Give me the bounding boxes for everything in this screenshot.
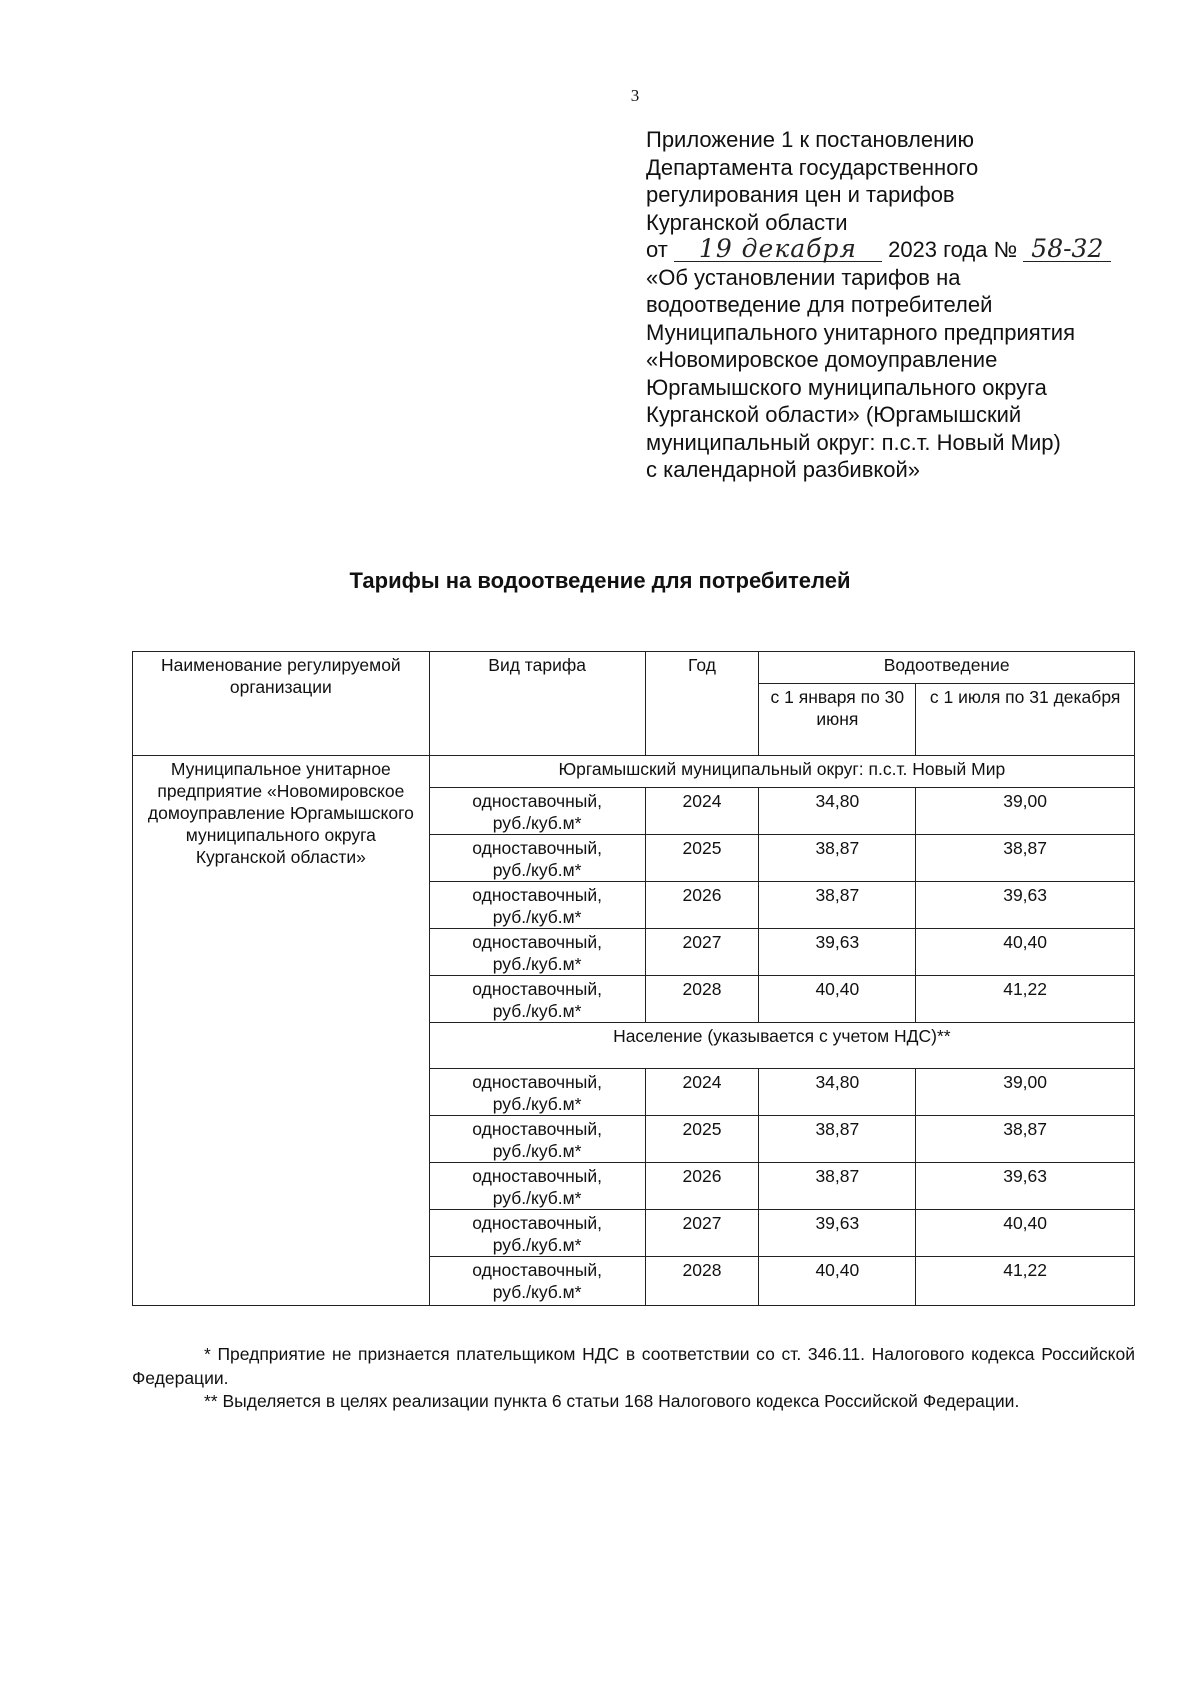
section-heading: Юргамышский муниципальный округ: п.с.т. Новый Мир xyxy=(429,756,1134,788)
header-year: Год xyxy=(645,652,759,756)
annex-title-line: Юргамышского муниципального округа xyxy=(646,374,1047,400)
year-cell: 2028 xyxy=(645,976,759,1023)
period-1-value: 40,40 xyxy=(759,1257,916,1306)
section-heading: Население (указывается с учетом НДС)** xyxy=(429,1023,1134,1069)
period-1-value: 39,63 xyxy=(759,1210,916,1257)
annex-title-line: Курганской области» (Юргамышский xyxy=(646,402,1022,427)
period-1-value: 40,40 xyxy=(759,976,916,1023)
header-period-2: с 1 июля по 31 декабря xyxy=(916,684,1135,756)
annex-line: Курганской области xyxy=(646,209,848,235)
period-1-value: 38,87 xyxy=(759,1163,916,1210)
period-1-value: 38,87 xyxy=(759,835,916,882)
section-heading-row xyxy=(133,756,1135,788)
period-2-value: 38,87 xyxy=(916,835,1135,882)
annex-title-line: Муниципального унитарного предприятия xyxy=(646,319,1075,345)
annex-date-line xyxy=(646,236,1166,264)
year-cell: 2027 xyxy=(645,929,759,976)
tariff-type-cell: одноставочный, руб./куб.м* xyxy=(429,835,645,882)
page-number: 3 xyxy=(630,86,640,105)
year-cell: 2026 xyxy=(645,882,759,929)
footnote-2: ** Выделяется в целях реализации пункта 6 статьи 168 Налогового кодекса Российской Федерации. xyxy=(204,1391,1020,1411)
annex-title-line: «Об установлении тарифов на xyxy=(646,264,961,290)
year-cell: 2028 xyxy=(645,1257,759,1306)
date-year: 2023 года № xyxy=(888,237,1018,262)
tariffs-table xyxy=(132,651,1135,1306)
tariff-type-cell: одноставочный, руб./куб.м* xyxy=(429,976,645,1023)
annex-title-line: водоотведение для потребителей xyxy=(646,292,993,317)
footnote-1: * Предприятие не признается плательщиком НДС в соответствии со ст. 346.11. Налогового кодекса Российской Федерации. xyxy=(132,1344,1135,1388)
annex-line: регулирования цен и тарифов xyxy=(646,182,955,207)
period-1-value: 34,80 xyxy=(759,1069,916,1116)
year-cell: 2024 xyxy=(645,1069,759,1116)
period-1-value: 38,87 xyxy=(759,882,916,929)
organization-name: Муниципальное унитарное предприятие «Новомировское домоуправление Юргамышского муниципального округа Курганской области» xyxy=(133,756,430,1306)
period-2-value: 38,87 xyxy=(916,1116,1135,1163)
tariff-type-cell: одноставочный, руб./куб.м* xyxy=(429,788,645,835)
document-title: Тарифы на водоотведение для потребителей xyxy=(349,568,851,593)
tariff-type-cell: одноставочный, руб./куб.м* xyxy=(429,1257,645,1306)
period-1-value: 34,80 xyxy=(759,788,916,835)
tariff-type-cell: одноставочный, руб./куб.м* xyxy=(429,1210,645,1257)
year-cell: 2025 xyxy=(645,835,759,882)
tariff-type-cell: одноставочный, руб./куб.м* xyxy=(429,1069,645,1116)
annex-line: Департамента государственного xyxy=(646,154,979,180)
tariff-type-cell: одноставочный, руб./куб.м* xyxy=(429,1163,645,1210)
tariff-type-cell: одноставочный, руб./куб.м* xyxy=(429,1116,645,1163)
handwritten-date: 19 декабря xyxy=(674,237,882,262)
period-2-value: 41,22 xyxy=(916,1257,1135,1306)
period-1-value: 39,63 xyxy=(759,929,916,976)
period-2-value: 39,00 xyxy=(916,1069,1135,1116)
header-service: Водоотведение xyxy=(759,652,1135,684)
annex-title-line: с календарной разбивкой» xyxy=(646,457,921,482)
period-2-value: 39,63 xyxy=(916,882,1135,929)
header-tariff-type: Вид тарифа xyxy=(429,652,645,756)
date-prefix: от xyxy=(646,237,668,262)
annex-title-line: муниципальный округ: п.с.т. Новый Мир) xyxy=(646,429,1061,455)
period-2-value: 40,40 xyxy=(916,1210,1135,1257)
year-cell: 2024 xyxy=(645,788,759,835)
year-cell: 2025 xyxy=(645,1116,759,1163)
table-header-row xyxy=(133,652,1135,684)
handwritten-number: 58-32 xyxy=(1023,237,1111,262)
period-2-value: 39,00 xyxy=(916,788,1135,835)
footnotes xyxy=(132,1343,1135,1414)
period-1-value: 38,87 xyxy=(759,1116,916,1163)
year-cell: 2026 xyxy=(645,1163,759,1210)
period-2-value: 41,22 xyxy=(916,976,1135,1023)
period-2-value: 39,63 xyxy=(916,1163,1135,1210)
tariff-type-cell: одноставочный, руб./куб.м* xyxy=(429,929,645,976)
header-period-1: с 1 января по 30 июня xyxy=(759,684,916,756)
annex-header xyxy=(646,126,1166,484)
annex-title-line: «Новомировское домоуправление xyxy=(646,347,998,372)
year-cell: 2027 xyxy=(645,1210,759,1257)
period-2-value: 40,40 xyxy=(916,929,1135,976)
tariff-type-cell: одноставочный, руб./куб.м* xyxy=(429,882,645,929)
annex-line: Приложение 1 к постановлению xyxy=(646,127,975,152)
header-org: Наименование регулируемой организации xyxy=(133,652,430,756)
